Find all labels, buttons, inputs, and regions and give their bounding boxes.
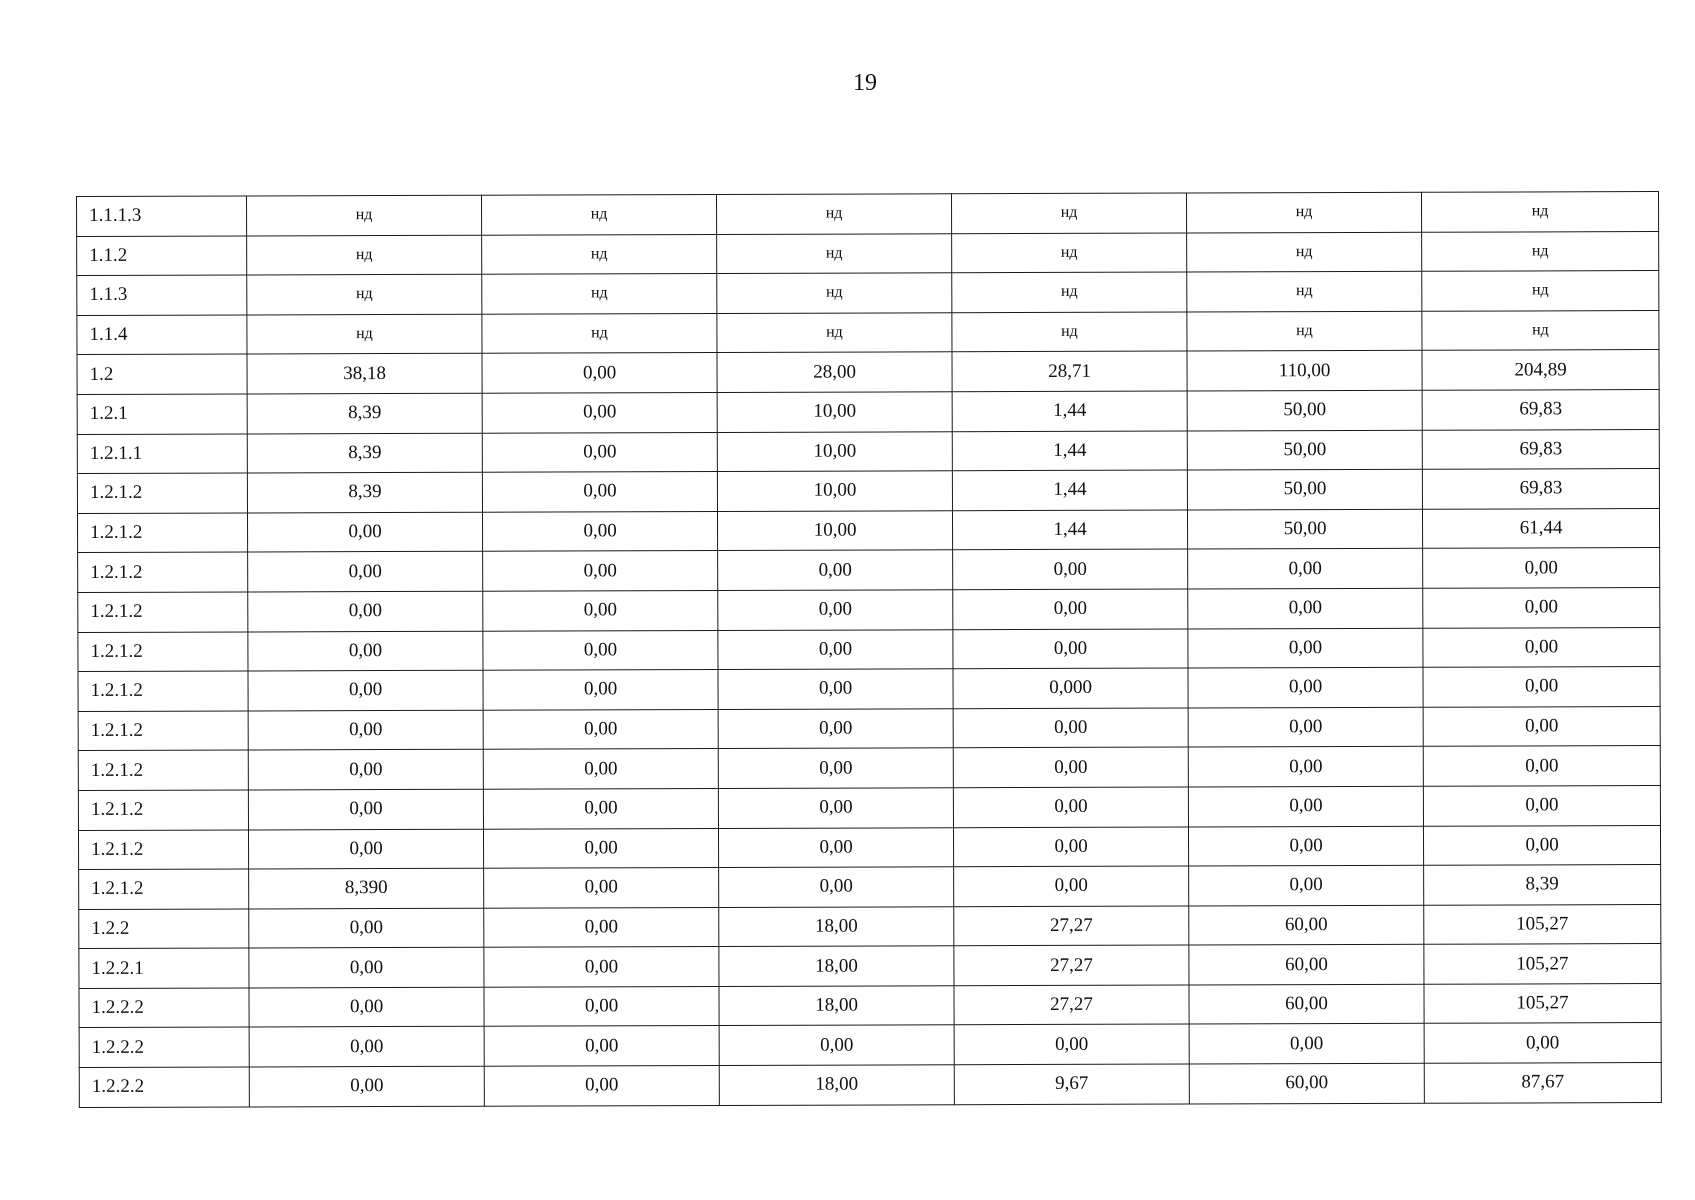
row-code-cell: 1.2.1.2 bbox=[79, 869, 249, 909]
row-code-cell: 1.2.2.1 bbox=[79, 948, 249, 988]
value-cell: 0,00 bbox=[1188, 747, 1423, 787]
value-cell: 0,00 bbox=[954, 1024, 1189, 1064]
data-table bbox=[76, 191, 1662, 1108]
value-cell: нд bbox=[1187, 311, 1422, 351]
value-cell: 0,000 bbox=[953, 668, 1188, 708]
value-cell: нд bbox=[1422, 271, 1659, 311]
value-cell: 0,00 bbox=[483, 590, 718, 630]
row-code-cell: 1.2.1.2 bbox=[78, 790, 248, 830]
row-code-cell: 1.1.2 bbox=[77, 236, 247, 276]
value-cell: 8,390 bbox=[249, 868, 484, 908]
value-cell: нд bbox=[247, 235, 482, 275]
value-cell: 0,00 bbox=[1188, 667, 1423, 707]
value-cell: нд bbox=[1186, 192, 1421, 232]
table-row bbox=[79, 944, 1661, 989]
value-cell: 10,00 bbox=[717, 431, 952, 471]
value-cell: 0,00 bbox=[483, 749, 718, 789]
value-cell: 0,00 bbox=[953, 827, 1188, 867]
value-cell: 27,27 bbox=[954, 945, 1189, 985]
value-cell: нд bbox=[952, 312, 1187, 352]
value-cell: 60,00 bbox=[1189, 1063, 1424, 1103]
value-cell: 0,00 bbox=[1423, 746, 1660, 786]
value-cell: 0,00 bbox=[1188, 707, 1423, 747]
row-code-cell: 1.1.3 bbox=[77, 275, 247, 315]
value-cell: 110,00 bbox=[1187, 351, 1422, 391]
value-cell: 0,00 bbox=[248, 591, 483, 631]
value-cell: 18,00 bbox=[719, 946, 954, 986]
value-cell: нд bbox=[1422, 231, 1659, 271]
row-code-cell: 1.2.1.1 bbox=[77, 434, 247, 474]
table-row bbox=[79, 983, 1661, 1028]
value-cell: 50,00 bbox=[1187, 390, 1422, 430]
value-cell: 0,00 bbox=[482, 511, 717, 551]
value-cell: нд bbox=[482, 274, 717, 314]
value-cell: 0,00 bbox=[953, 708, 1188, 748]
value-cell: 0,00 bbox=[718, 669, 953, 709]
value-cell: нд bbox=[952, 233, 1187, 273]
row-code-cell: 1.1.4 bbox=[77, 315, 247, 355]
row-code-cell: 1.2.2 bbox=[79, 909, 249, 949]
value-cell: 105,27 bbox=[1424, 944, 1661, 984]
value-cell: нд bbox=[717, 233, 952, 273]
value-cell: нд bbox=[952, 272, 1187, 312]
value-cell: 50,00 bbox=[1187, 430, 1422, 470]
value-cell: 0,00 bbox=[1423, 587, 1660, 627]
value-cell: 0,00 bbox=[1423, 627, 1660, 667]
row-code-cell: 1.2.2.2 bbox=[79, 1027, 249, 1067]
value-cell: 0,00 bbox=[953, 747, 1188, 787]
value-cell: 0,00 bbox=[718, 550, 953, 590]
value-cell: нд bbox=[481, 194, 716, 234]
table-row bbox=[78, 548, 1660, 593]
value-cell: 0,00 bbox=[953, 589, 1188, 629]
table-row bbox=[78, 587, 1660, 632]
value-cell: 0,00 bbox=[1424, 1023, 1661, 1063]
value-cell: 0,00 bbox=[483, 828, 718, 868]
value-cell: нд bbox=[716, 194, 951, 234]
value-cell: 38,18 bbox=[247, 354, 482, 394]
value-cell: 0,00 bbox=[953, 629, 1188, 669]
value-cell: нд bbox=[482, 313, 717, 353]
value-cell: 8,39 bbox=[247, 393, 482, 433]
value-cell: 0,00 bbox=[483, 670, 718, 710]
value-cell: 0,00 bbox=[718, 788, 953, 828]
value-cell: 69,83 bbox=[1422, 389, 1659, 429]
value-cell: 1,44 bbox=[952, 391, 1187, 431]
value-cell: 0,00 bbox=[718, 827, 953, 867]
row-code-cell: 1.2.1.2 bbox=[78, 711, 248, 751]
value-cell: нд bbox=[1422, 310, 1659, 350]
value-cell: 0,00 bbox=[483, 551, 718, 591]
row-code-cell: 1.2.1.2 bbox=[78, 671, 248, 711]
value-cell: нд bbox=[247, 314, 482, 354]
value-cell: 204,89 bbox=[1422, 350, 1659, 390]
value-cell: 0,00 bbox=[483, 709, 718, 749]
value-cell: нд bbox=[717, 313, 952, 353]
table-row bbox=[77, 310, 1659, 355]
value-cell: 0,00 bbox=[484, 1026, 719, 1066]
row-code-cell: 1.2 bbox=[77, 354, 247, 394]
value-cell: 0,00 bbox=[482, 472, 717, 512]
value-cell: 50,00 bbox=[1187, 509, 1422, 549]
value-cell: 1,44 bbox=[952, 431, 1187, 471]
value-cell: 0,00 bbox=[484, 868, 719, 908]
table-row bbox=[79, 1023, 1661, 1068]
value-cell: 60,00 bbox=[1189, 945, 1424, 985]
value-cell: 0,00 bbox=[249, 1066, 484, 1106]
value-cell: 60,00 bbox=[1189, 905, 1424, 945]
value-cell: 28,00 bbox=[717, 352, 952, 392]
value-cell: 0,00 bbox=[1423, 667, 1660, 707]
value-cell: 0,00 bbox=[1189, 1024, 1424, 1064]
value-cell: 0,00 bbox=[484, 986, 719, 1026]
value-cell: 0,00 bbox=[248, 631, 483, 671]
value-cell: 0,00 bbox=[718, 629, 953, 669]
value-cell: 0,00 bbox=[719, 867, 954, 907]
value-cell: нд bbox=[1187, 232, 1422, 272]
table-row bbox=[77, 469, 1659, 514]
table-row bbox=[77, 271, 1659, 316]
value-cell: 0,00 bbox=[482, 392, 717, 432]
value-cell: 0,00 bbox=[1189, 865, 1424, 905]
value-cell: 9,67 bbox=[954, 1064, 1189, 1104]
value-cell: 0,00 bbox=[719, 1025, 954, 1065]
value-cell: нд bbox=[1421, 192, 1658, 232]
value-cell: 0,00 bbox=[1188, 826, 1423, 866]
value-cell: 0,00 bbox=[483, 788, 718, 828]
table-row bbox=[77, 389, 1659, 434]
value-cell: 0,00 bbox=[249, 1027, 484, 1067]
table-row bbox=[78, 785, 1660, 830]
table-row bbox=[78, 825, 1660, 870]
value-cell: 0,00 bbox=[248, 750, 483, 790]
value-cell: нд bbox=[247, 274, 482, 314]
value-cell: 105,27 bbox=[1424, 904, 1661, 944]
value-cell: 87,67 bbox=[1424, 1063, 1661, 1103]
value-cell: 69,83 bbox=[1422, 429, 1659, 469]
table-row bbox=[79, 904, 1661, 949]
row-code-cell: 1.2.2.2 bbox=[79, 1067, 249, 1107]
value-cell: 0,00 bbox=[718, 708, 953, 748]
value-cell: 0,00 bbox=[1423, 548, 1660, 588]
value-cell: 69,83 bbox=[1422, 469, 1659, 509]
value-cell: 0,00 bbox=[248, 789, 483, 829]
value-cell: 0,00 bbox=[953, 787, 1188, 827]
value-cell: 27,27 bbox=[954, 985, 1189, 1025]
value-cell: 0,00 bbox=[1188, 786, 1423, 826]
value-cell: 0,00 bbox=[483, 630, 718, 670]
value-cell: 105,27 bbox=[1424, 983, 1661, 1023]
value-cell: 0,00 bbox=[1423, 825, 1660, 865]
value-cell: 0,00 bbox=[484, 1066, 719, 1106]
value-cell: 28,71 bbox=[952, 351, 1187, 391]
value-cell: 0,00 bbox=[484, 907, 719, 947]
value-cell: 27,27 bbox=[954, 906, 1189, 946]
value-cell: 1,44 bbox=[952, 470, 1187, 510]
table-row bbox=[77, 192, 1659, 237]
value-cell: 0,00 bbox=[953, 549, 1188, 589]
value-cell: 0,00 bbox=[249, 948, 484, 988]
value-cell: 0,00 bbox=[248, 710, 483, 750]
value-cell: нд bbox=[247, 195, 482, 235]
value-cell: 0,00 bbox=[718, 748, 953, 788]
value-cell: 8,39 bbox=[247, 433, 482, 473]
row-code-cell: 1.2.1.2 bbox=[78, 552, 248, 592]
value-cell: 0,00 bbox=[482, 432, 717, 472]
value-cell: 0,00 bbox=[248, 670, 483, 710]
value-cell: 1,44 bbox=[952, 510, 1187, 550]
value-cell: 10,00 bbox=[717, 510, 952, 550]
value-cell: 0,00 bbox=[249, 908, 484, 948]
value-cell: 18,00 bbox=[719, 1065, 954, 1105]
value-cell: нд bbox=[951, 193, 1186, 233]
row-code-cell: 1.2.1.2 bbox=[78, 829, 248, 869]
table-row bbox=[77, 231, 1659, 276]
value-cell: 0,00 bbox=[1423, 706, 1660, 746]
table-row bbox=[79, 865, 1661, 910]
row-code-cell: 1.2.1.2 bbox=[77, 513, 247, 553]
data-table-container bbox=[76, 191, 1661, 1108]
value-cell: 18,00 bbox=[719, 906, 954, 946]
table-row bbox=[78, 746, 1660, 791]
value-cell: 0,00 bbox=[248, 829, 483, 869]
table-row bbox=[78, 667, 1660, 712]
value-cell: 8,39 bbox=[1424, 865, 1661, 905]
row-code-cell: 1.2.1.2 bbox=[78, 750, 248, 790]
row-code-cell: 1.2.1 bbox=[77, 394, 247, 434]
value-cell: 60,00 bbox=[1189, 984, 1424, 1024]
table-body bbox=[77, 192, 1662, 1108]
value-cell: 0,00 bbox=[954, 866, 1189, 906]
value-cell: 0,00 bbox=[1423, 785, 1660, 825]
value-cell: 0,00 bbox=[1188, 628, 1423, 668]
value-cell: 18,00 bbox=[719, 986, 954, 1026]
value-cell: нд bbox=[1187, 271, 1422, 311]
row-code-cell: 1.2.1.2 bbox=[78, 592, 248, 632]
table-row bbox=[77, 429, 1659, 474]
value-cell: 61,44 bbox=[1422, 508, 1659, 548]
value-cell: 0,00 bbox=[1188, 549, 1423, 589]
value-cell: 0,00 bbox=[718, 590, 953, 630]
table-row bbox=[77, 508, 1659, 553]
value-cell: 50,00 bbox=[1187, 469, 1422, 509]
row-code-cell: 1.2.1.2 bbox=[77, 473, 247, 513]
value-cell: 0,00 bbox=[484, 947, 719, 987]
value-cell: 0,00 bbox=[247, 512, 482, 552]
value-cell: 0,00 bbox=[249, 987, 484, 1027]
row-code-cell: 1.2.2.2 bbox=[79, 988, 249, 1028]
value-cell: 0,00 bbox=[248, 552, 483, 592]
table-row bbox=[79, 1063, 1661, 1108]
value-cell: 0,00 bbox=[1188, 588, 1423, 628]
page-number: 19 bbox=[853, 70, 877, 96]
row-code-cell: 1.1.1.3 bbox=[77, 196, 247, 236]
table-row bbox=[78, 706, 1660, 751]
value-cell: 0,00 bbox=[482, 353, 717, 393]
row-code-cell: 1.2.1.2 bbox=[78, 631, 248, 671]
value-cell: нд bbox=[717, 273, 952, 313]
value-cell: 10,00 bbox=[717, 392, 952, 432]
table-row bbox=[77, 350, 1659, 395]
table-row bbox=[78, 627, 1660, 672]
value-cell: 8,39 bbox=[247, 472, 482, 512]
value-cell: 10,00 bbox=[717, 471, 952, 511]
value-cell: нд bbox=[482, 234, 717, 274]
